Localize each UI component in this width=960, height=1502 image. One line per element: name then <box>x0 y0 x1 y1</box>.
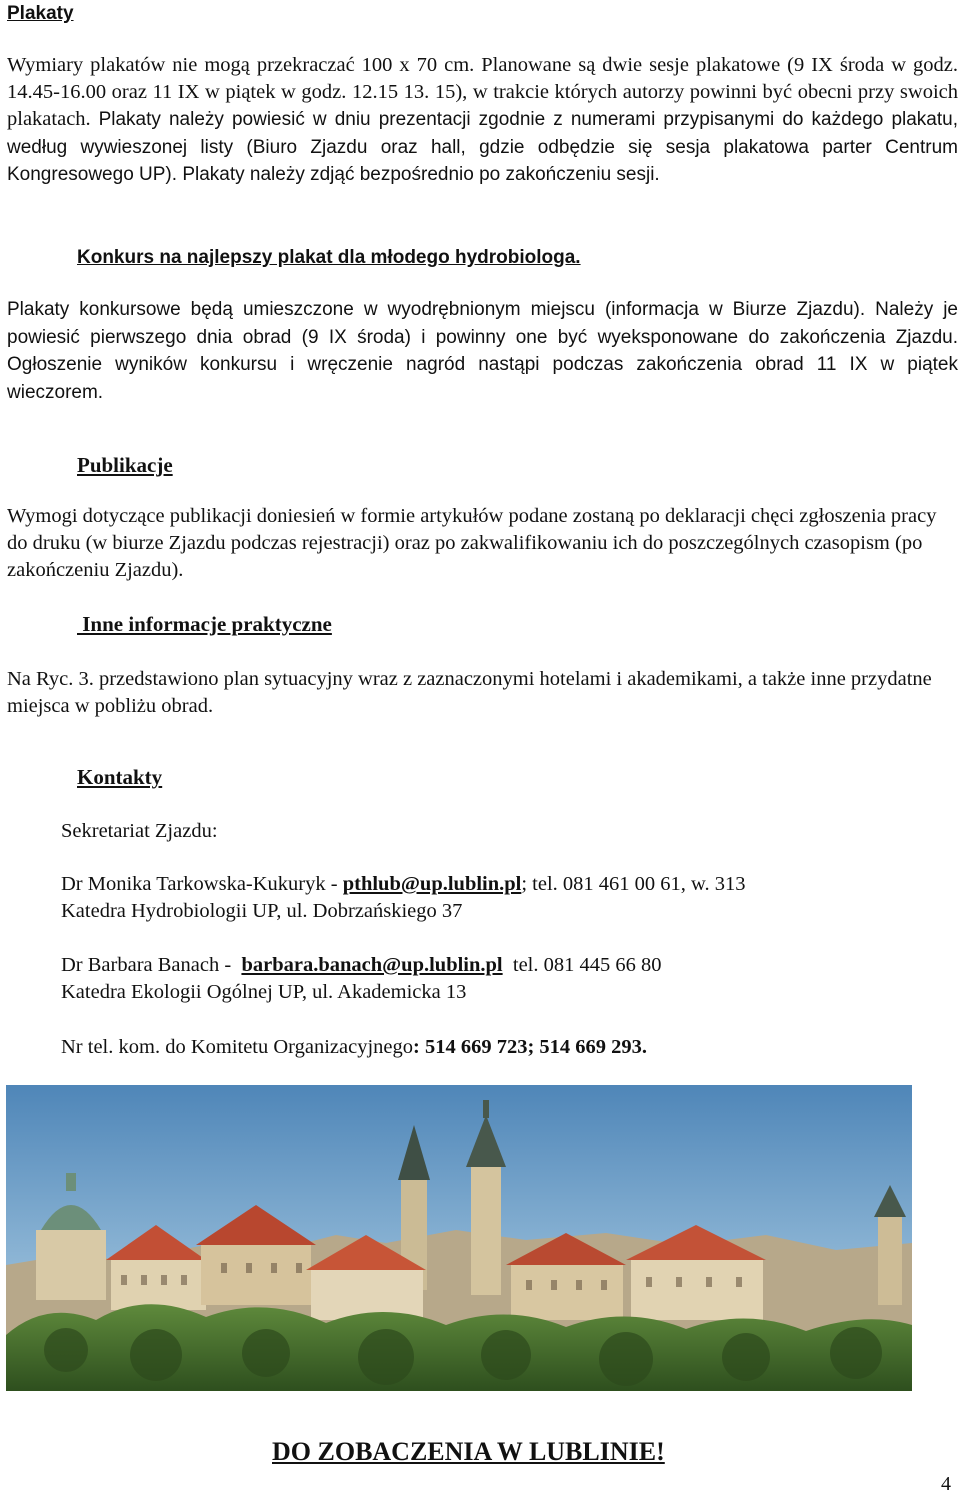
heading-konkurs: Konkurs na najlepszy plakat dla młodego hydrobiologa. <box>77 247 581 268</box>
contact-1-line <box>61 871 951 898</box>
committee-phone-label: Nr tel. kom. do Komitetu Organizacyjnego <box>61 1036 414 1058</box>
paragraph-inne-informacje: Na Ryc. 3. przedstawiono plan sytuacyjny wraz z zaznaczonymi hotelami i akademikami, a także inne przydatne miejsca w pobliżu obrad. <box>7 668 932 717</box>
cathedral-wall <box>36 1230 106 1300</box>
trinitarian-tower <box>471 1165 501 1295</box>
cathedral-lantern <box>66 1173 76 1191</box>
paragraph-publikacje: Wymogi dotyczące publikacji doniesień w formie artykułów podane zostaną po deklaracji chęci zgłoszenia pracy do druku (w biurze Zjazdu podczas rejestracji) oraz po zakwalifikowaniu ich do poszczególnych czasopism (po zakończeniu Zjazdu). <box>7 505 937 581</box>
committee-phone-line <box>61 1034 951 1061</box>
lublin-panorama-illustration <box>6 1085 912 1391</box>
contact-2-line <box>61 952 951 979</box>
building <box>511 1265 623 1320</box>
contact-2-name: Dr Barbara Banach - <box>61 954 242 976</box>
building <box>311 1270 423 1320</box>
contact-2-phone: tel. 081 445 66 80 <box>502 954 662 976</box>
closing-greeting: DO ZOBACZENIA W LUBLINIE! <box>272 1437 665 1466</box>
paragraph-plakaty-part1: Wymiary plakatów nie mogą przekraczać 100 x 70 cm. Planowane są dwie sesje plakatowe (9 IX środa w godz. 14.45-16.00 oraz 11 IX w piątek w godz. 12.15 13. 15), w trakcie których autorzy powinni być obecni przy swoich plakatach. <box>7 54 958 130</box>
heading-plakaty: Plakaty <box>7 3 74 24</box>
heading-publikacje: Publikacje <box>77 453 173 477</box>
contact-1-phone: ; tel. 081 461 00 61, w. 313 <box>521 873 746 895</box>
heading-kontakty: Kontakty <box>77 765 163 789</box>
paragraph-plakaty-part2: Plakaty należy powiesić w dniu prezentacji zgodnie z numerami przypisanymi do każdego plakatu, według wywieszonej listy (Biuro Zjazdu oraz hall, gdzie odbędzie się sesja plakatowa parter Centrum Kongresowego UP). Plakaty należy zdjąć bezpośrednio po zakończeniu sesji. <box>7 109 958 185</box>
paragraph-plakaty <box>7 52 958 189</box>
heading-inne-informacje: Inne informacje praktyczne <box>77 612 332 636</box>
building <box>631 1260 763 1320</box>
committee-phone-numbers: : 514 669 723; 514 669 293. <box>413 1036 648 1058</box>
castle-tower <box>878 1215 902 1305</box>
contact-2-address: Katedra Ekologii Ogólnej UP, ul. Akademicka 13 <box>61 981 467 1003</box>
tower-finial <box>483 1100 489 1118</box>
contact-1-address: Katedra Hydrobiologii UP, ul. Dobrzańskiego 37 <box>61 900 463 922</box>
contact-1-email-link[interactable]: pthlub@up.lublin.pl <box>342 873 522 895</box>
lublin-panorama-photo <box>6 1085 912 1391</box>
secretariat-label: Sekretariat Zjazdu: <box>61 820 218 842</box>
contact-2-email-link[interactable]: barbara.banach@up.lublin.pl <box>241 954 503 976</box>
paragraph-konkurs: Plakaty konkursowe będą umieszczone w wyodrębnionym miejscu (informacja w Biurze Zjazdu). Należy je powiesić pierwszego dnia obrad (9 IX środa) i powinny one być wyeksponowane do zakończenia Zjazdu. Ogłoszenie wyników konkursu i wręczenie nagród nastąpi podczas zakończenia obrad 11 IX w piątek wieczorem. <box>7 299 958 403</box>
page-number: 4 <box>941 1473 951 1495</box>
contact-1-name: Dr Monika Tarkowska-Kukuryk - <box>61 873 343 895</box>
building <box>201 1245 311 1305</box>
